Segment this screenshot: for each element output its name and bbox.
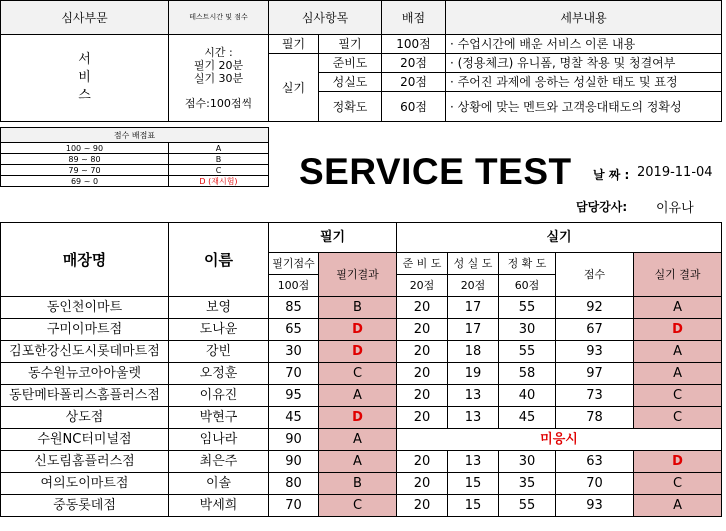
practical-result-cell: C [634,385,722,407]
time-line: 시간 : [204,46,233,59]
header-practical: 실기 [397,223,722,253]
header-sincerity-max: 20점 [448,275,499,297]
name-cell: 보영 [169,297,269,319]
criteria-item: 준비도 [319,54,382,73]
header-accuracy: 정 확 도 [499,253,556,275]
store-cell: 수원NC터미널점 [1,429,169,451]
header-points: 배점 [382,1,446,35]
grade-letter: C [169,165,269,176]
dept-char: 스 [78,88,91,103]
table-row [1,363,722,385]
results-table [0,222,722,517]
written-score-cell: 65 [269,319,319,341]
written-score-cell: 80 [269,473,319,495]
name-cell: 이유진 [169,385,269,407]
sincerity-cell: 19 [448,363,499,385]
table-row [1,341,722,363]
written-result-cell: A [319,451,397,473]
prep-cell: 20 [397,297,448,319]
grade-letter: A [169,143,269,154]
header-details: 세부내용 [446,1,722,35]
sincerity-cell: 18 [448,341,499,363]
written-score-cell: 90 [269,451,319,473]
score-cell: 97 [556,363,634,385]
practical-result-cell: A [634,495,722,517]
header-time-score: 테스트시간 및 점수 [169,1,269,35]
header-written-score: 필기점수 [269,253,319,275]
grade-range: 79 ~ 70 [1,165,169,176]
time-line: 실기 30분 [193,72,244,85]
written-score-cell: 70 [269,363,319,385]
header-practical-result: 실기 결과 [634,253,722,297]
criteria-table [0,0,722,122]
score-cell: 63 [556,451,634,473]
score-cell: 67 [556,319,634,341]
table-row [1,473,722,495]
accuracy-cell: 55 [499,297,556,319]
criteria-detail: · (정용체크) 유니폼, 명찰 착용 및 청결여부 [446,54,722,73]
score-cell: 70 [556,473,634,495]
criteria-item: 정확도 [319,92,382,122]
practical-result-cell: D [634,451,722,473]
written-score-cell: 95 [269,385,319,407]
name-cell: 박세희 [169,495,269,517]
store-cell: 동인천이마트 [1,297,169,319]
accuracy-cell: 58 [499,363,556,385]
dept-char: 서 [78,52,91,67]
header-sincerity: 성 실 도 [448,253,499,275]
name-cell: 임나라 [169,429,269,451]
header-item: 심사항목 [269,1,382,35]
name-cell: 이솔 [169,473,269,495]
store-cell: 중동롯데점 [1,495,169,517]
score-cell: 78 [556,407,634,429]
written-result-cell: B [319,473,397,495]
header-dept: 심사부문 [1,1,169,35]
prep-cell: 20 [397,341,448,363]
table-row [1,297,722,319]
written-result-cell: A [319,429,397,451]
header-name: 이름 [169,223,269,297]
name-cell: 최은주 [169,451,269,473]
grade-range: 100 ~ 90 [1,143,169,154]
name-cell: 강빈 [169,341,269,363]
store-cell: 동수원뉴코아아울렛 [1,363,169,385]
header-prep-max: 20점 [397,275,448,297]
criteria-detail: · 주어진 과제에 응하는 성실한 태도 및 표정 [446,73,722,92]
header-store: 매장명 [1,223,169,297]
sincerity-cell: 17 [448,319,499,341]
written-result-cell: B [319,297,397,319]
name-cell: 오정훈 [169,363,269,385]
prep-cell: 20 [397,385,448,407]
practical-result-cell: A [634,297,722,319]
store-cell: 신도림홈플러스점 [1,451,169,473]
written-result-cell: A [319,385,397,407]
header-score: 점수 [556,253,634,297]
header-prep: 준 비 도 [397,253,448,275]
table-row [1,407,722,429]
accuracy-cell: 55 [499,341,556,363]
score-total: 점수:100점씩 [184,97,253,110]
written-result-cell: D [319,407,397,429]
practical-result-cell: C [634,407,722,429]
sincerity-cell: 15 [448,495,499,517]
practical-result-cell: A [634,363,722,385]
date-label: 날 짜 : [593,168,630,182]
score-cell: 93 [556,341,634,363]
grade-range: 89 ~ 80 [1,154,169,165]
grade-range: 69 ~ 0 [1,176,169,187]
written-result-cell: C [319,495,397,517]
header-written: 필기 [269,223,397,253]
page-title: SERVICE TEST [299,151,572,192]
accuracy-cell: 30 [499,451,556,473]
criteria-item: 필기 [319,35,382,54]
practical-result-cell: D [634,319,722,341]
time-score-cell [169,35,269,122]
table-row [1,385,722,407]
score-cell: 73 [556,385,634,407]
grading-title: 점수 배점표 [1,128,269,143]
group-practical: 실기 [269,54,319,122]
criteria-detail: · 수업시간에 배운 서비스 이론 내용 [446,35,722,54]
grade-letter: D (재시험) [169,176,269,187]
sincerity-cell: 13 [448,385,499,407]
written-result-cell: C [319,363,397,385]
score-cell: 92 [556,297,634,319]
header-accuracy-max: 60점 [499,275,556,297]
instructor-label: 담당강사: [576,200,628,214]
prep-cell: 20 [397,495,448,517]
table-row [1,429,722,451]
criteria-points: 20점 [382,54,446,73]
table-row [1,495,722,517]
results-body [1,297,722,517]
store-cell: 구미이마트점 [1,319,169,341]
table-row [1,319,722,341]
criteria-points: 20점 [382,73,446,92]
store-cell: 김포한강신도시롯데마트점 [1,341,169,363]
criteria-item: 성실도 [319,73,382,92]
prep-cell: 20 [397,451,448,473]
criteria-points: 60점 [382,92,446,122]
sincerity-cell: 13 [448,407,499,429]
sincerity-cell: 17 [448,297,499,319]
date-value: 2019-11-04 [637,165,713,180]
accuracy-cell: 45 [499,407,556,429]
criteria-points: 100점 [382,35,446,54]
store-cell: 동탄메타폴리스홈플러스점 [1,385,169,407]
instructor-value: 이유나 [656,201,694,216]
written-result-cell: D [319,341,397,363]
criteria-detail: · 상황에 맞는 멘트와 고객응대태도의 정확성 [446,92,722,122]
prep-cell: 20 [397,407,448,429]
name-cell: 박현구 [169,407,269,429]
prep-cell: 20 [397,319,448,341]
group-written: 필기 [269,35,319,54]
accuracy-cell: 55 [499,495,556,517]
accuracy-cell: 35 [499,473,556,495]
header-written-max: 100점 [269,275,319,297]
written-score-cell: 70 [269,495,319,517]
written-score-cell: 85 [269,297,319,319]
grading-table [0,127,269,187]
accuracy-cell: 40 [499,385,556,407]
time-line: 필기 20분 [193,59,244,72]
accuracy-cell: 30 [499,319,556,341]
store-cell: 여의도이마트점 [1,473,169,495]
dept-cell [1,35,169,122]
table-row [1,451,722,473]
sincerity-cell: 15 [448,473,499,495]
dept-char: 비 [78,70,91,85]
store-cell: 상도점 [1,407,169,429]
prep-cell: 20 [397,363,448,385]
practical-result-cell: A [634,341,722,363]
name-cell: 도나윤 [169,319,269,341]
written-score-cell: 30 [269,341,319,363]
written-score-cell: 90 [269,429,319,451]
score-cell: 93 [556,495,634,517]
written-result-cell: D [319,319,397,341]
sincerity-cell: 13 [448,451,499,473]
prep-cell: 20 [397,473,448,495]
grade-letter: B [169,154,269,165]
header-written-result: 필기결과 [319,253,397,297]
practical-result-cell: C [634,473,722,495]
written-score-cell: 45 [269,407,319,429]
absent-cell: 미응시 [397,429,722,451]
